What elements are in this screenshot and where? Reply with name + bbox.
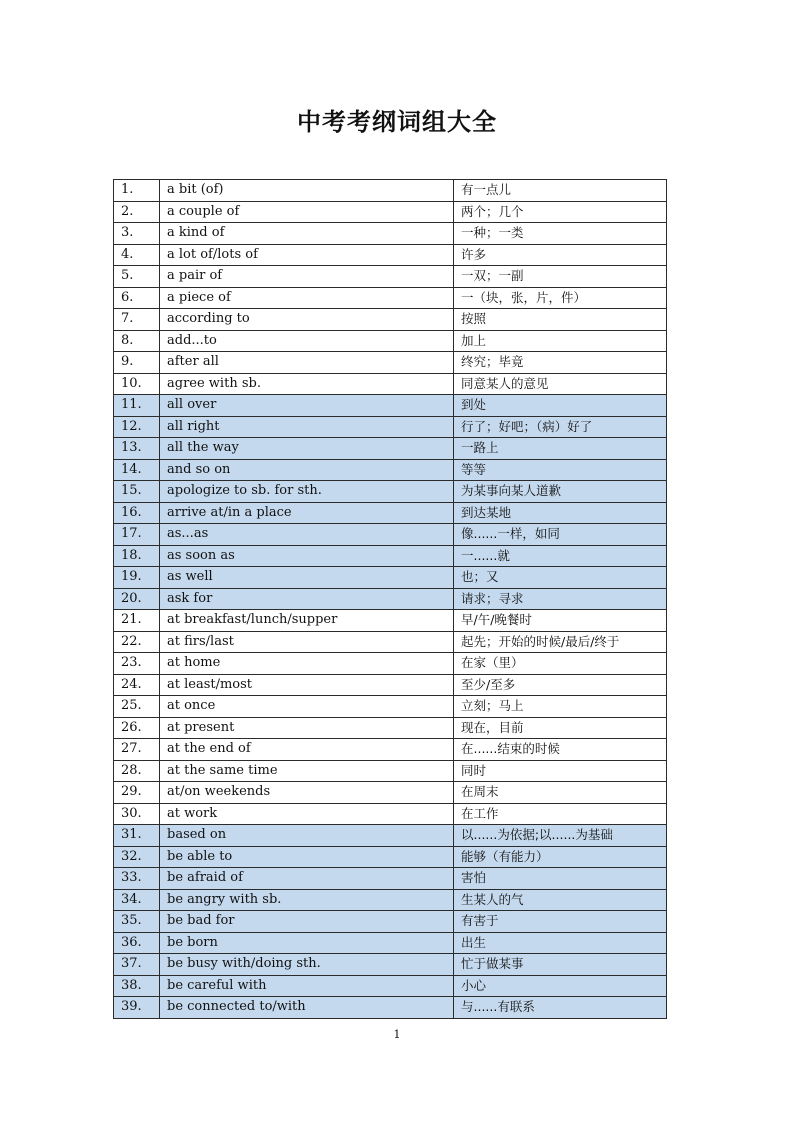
english-phrase: at firs/last [160,631,454,653]
table-row [114,223,667,245]
chinese-meaning: 立刻；马上 [454,696,667,718]
english-phrase: a couple of [160,201,454,223]
table-row [114,610,667,632]
row-number: 35. [114,911,160,933]
chinese-meaning: 出生 [454,932,667,954]
english-phrase: a lot of/lots of [160,244,454,266]
table-row [114,244,667,266]
english-phrase: be bad for [160,911,454,933]
table-row [114,803,667,825]
table-row [114,459,667,481]
row-number: 7. [114,309,160,331]
row-number: 28. [114,760,160,782]
page-number: 1 [393,1028,401,1041]
row-number: 21. [114,610,160,632]
table-row [114,524,667,546]
english-phrase: at/on weekends [160,782,454,804]
english-phrase: at home [160,653,454,675]
chinese-meaning: 在工作 [454,803,667,825]
phrase-table-body [114,180,667,1019]
table-row [114,545,667,567]
english-phrase: after all [160,352,454,374]
row-number: 17. [114,524,160,546]
chinese-meaning: 加上 [454,330,667,352]
chinese-meaning: 有一点儿 [454,180,667,202]
row-number: 39. [114,997,160,1019]
chinese-meaning: 按照 [454,309,667,331]
row-number: 5. [114,266,160,288]
chinese-meaning: 生某人的气 [454,889,667,911]
table-row [114,352,667,374]
chinese-meaning: 许多 [454,244,667,266]
row-number: 9. [114,352,160,374]
english-phrase: be careful with [160,975,454,997]
english-phrase: all the way [160,438,454,460]
row-number: 36. [114,932,160,954]
chinese-meaning: 请求；寻求 [454,588,667,610]
table-row [114,739,667,761]
chinese-meaning: 为某事向某人道歉 [454,481,667,503]
table-row [114,696,667,718]
row-number: 20. [114,588,160,610]
chinese-meaning: 害怕 [454,868,667,890]
row-number: 11. [114,395,160,417]
row-number: 24. [114,674,160,696]
chinese-meaning: 有害于 [454,911,667,933]
english-phrase: a pair of [160,266,454,288]
chinese-meaning: 一......就 [454,545,667,567]
row-number: 23. [114,653,160,675]
chinese-meaning: 一路上 [454,438,667,460]
english-phrase: as...as [160,524,454,546]
row-number: 22. [114,631,160,653]
table-row [114,868,667,890]
row-number: 6. [114,287,160,309]
chinese-meaning: 在......结束的时候 [454,739,667,761]
english-phrase: a kind of [160,223,454,245]
chinese-meaning: 一种；一类 [454,223,667,245]
english-phrase: all right [160,416,454,438]
table-row [114,889,667,911]
table-row [114,416,667,438]
table-row [114,954,667,976]
chinese-meaning: 能够（有能力） [454,846,667,868]
english-phrase: at work [160,803,454,825]
row-number: 29. [114,782,160,804]
english-phrase: at the same time [160,760,454,782]
row-number: 30. [114,803,160,825]
english-phrase: at least/most [160,674,454,696]
row-number: 12. [114,416,160,438]
row-number: 26. [114,717,160,739]
table-row [114,373,667,395]
table-row [114,760,667,782]
chinese-meaning: 像......一样，如同 [454,524,667,546]
row-number: 13. [114,438,160,460]
english-phrase: at once [160,696,454,718]
table-row [114,997,667,1019]
chinese-meaning: 同时 [454,760,667,782]
english-phrase: at present [160,717,454,739]
table-row [114,567,667,589]
english-phrase: at the end of [160,739,454,761]
row-number: 38. [114,975,160,997]
english-phrase: agree with sb. [160,373,454,395]
chinese-meaning: 一（块，张，片，件） [454,287,667,309]
table-row [114,588,667,610]
table-row [114,201,667,223]
row-number: 34. [114,889,160,911]
chinese-meaning: 在周末 [454,782,667,804]
english-phrase: arrive at/in a place [160,502,454,524]
table-row [114,932,667,954]
row-number: 10. [114,373,160,395]
chinese-meaning: 终究；毕竟 [454,352,667,374]
table-row [114,825,667,847]
chinese-meaning: 到达某地 [454,502,667,524]
chinese-meaning: 至少/至多 [454,674,667,696]
table-row [114,481,667,503]
table-row [114,911,667,933]
row-number: 32. [114,846,160,868]
table-row [114,717,667,739]
english-phrase: and so on [160,459,454,481]
chinese-meaning: 两个；几个 [454,201,667,223]
table-row [114,502,667,524]
chinese-meaning: 早/午/晚餐时 [454,610,667,632]
table-row [114,631,667,653]
table-row [114,653,667,675]
row-number: 19. [114,567,160,589]
english-phrase: a bit (of) [160,180,454,202]
table-row [114,975,667,997]
row-number: 1. [114,180,160,202]
english-phrase: a piece of [160,287,454,309]
english-phrase: be busy with/doing sth. [160,954,454,976]
chinese-meaning: 与......有联系 [454,997,667,1019]
english-phrase: based on [160,825,454,847]
english-phrase: ask for [160,588,454,610]
english-phrase: be angry with sb. [160,889,454,911]
chinese-meaning: 忙于做某事 [454,954,667,976]
english-phrase: as well [160,567,454,589]
table-row [114,180,667,202]
table-row [114,309,667,331]
english-phrase: according to [160,309,454,331]
chinese-meaning: 小心 [454,975,667,997]
table-row [114,395,667,417]
page-title: 中考考纲词组大全 [297,108,497,136]
chinese-meaning: 行了；好吧；（病）好了 [454,416,667,438]
table-row [114,846,667,868]
row-number: 37. [114,954,160,976]
english-phrase: apologize to sb. for sth. [160,481,454,503]
chinese-meaning: 以......为依据;以......为基础 [454,825,667,847]
table-row [114,287,667,309]
row-number: 25. [114,696,160,718]
row-number: 8. [114,330,160,352]
english-phrase: as soon as [160,545,454,567]
english-phrase: add...to [160,330,454,352]
row-number: 33. [114,868,160,890]
chinese-meaning: 在家（里） [454,653,667,675]
row-number: 3. [114,223,160,245]
row-number: 14. [114,459,160,481]
table-row [114,674,667,696]
table-row [114,266,667,288]
chinese-meaning: 也；又 [454,567,667,589]
chinese-meaning: 一双；一副 [454,266,667,288]
chinese-meaning: 到处 [454,395,667,417]
table-row [114,438,667,460]
row-number: 15. [114,481,160,503]
table-row [114,782,667,804]
english-phrase: be connected to/with [160,997,454,1019]
english-phrase: be able to [160,846,454,868]
row-number: 18. [114,545,160,567]
english-phrase: at breakfast/lunch/supper [160,610,454,632]
row-number: 31. [114,825,160,847]
row-number: 2. [114,201,160,223]
english-phrase: be afraid of [160,868,454,890]
row-number: 16. [114,502,160,524]
english-phrase: be born [160,932,454,954]
chinese-meaning: 起先；开始的时候/最后/终于 [454,631,667,653]
row-number: 27. [114,739,160,761]
table-row [114,330,667,352]
chinese-meaning: 等等 [454,459,667,481]
phrase-table [113,179,667,1019]
english-phrase: all over [160,395,454,417]
chinese-meaning: 现在，目前 [454,717,667,739]
row-number: 4. [114,244,160,266]
chinese-meaning: 同意某人的意见 [454,373,667,395]
